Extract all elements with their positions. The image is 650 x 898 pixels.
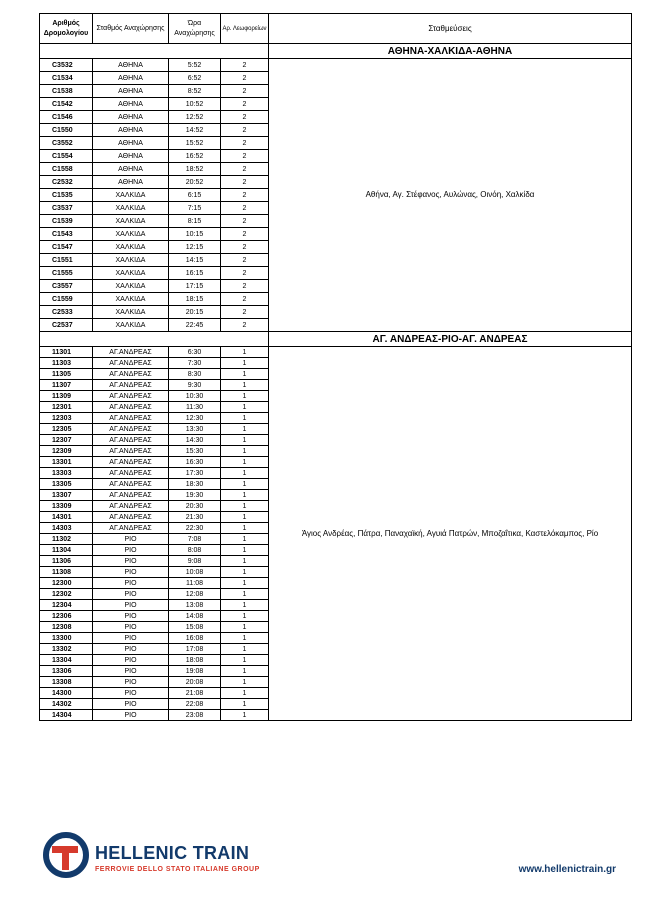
- route-number: 12300: [40, 578, 93, 589]
- route-number: 13302: [40, 644, 93, 655]
- route-number: 12305: [40, 424, 93, 435]
- route-number: 13308: [40, 677, 93, 688]
- website-link[interactable]: www.hellenictrain.gr: [518, 864, 616, 875]
- departure-station: ΑΘΗΝΑ: [93, 72, 169, 85]
- departure-time: 22:08: [169, 699, 221, 710]
- header-stops: Σταθμεύσεις: [269, 14, 632, 44]
- departure-time: 15:52: [169, 137, 221, 150]
- bus-count: 1: [221, 347, 269, 358]
- bus-count: 2: [221, 137, 269, 150]
- route-number: 13304: [40, 655, 93, 666]
- route-number: C1539: [40, 215, 93, 228]
- departure-station: ΡΙΟ: [93, 710, 169, 721]
- departure-time: 14:08: [169, 611, 221, 622]
- departure-time: 8:30: [169, 369, 221, 380]
- departure-time: 18:08: [169, 655, 221, 666]
- route-number: C1534: [40, 72, 93, 85]
- bus-count: 1: [221, 644, 269, 655]
- departure-station: ΑΘΗΝΑ: [93, 85, 169, 98]
- bus-count: 1: [221, 578, 269, 589]
- departure-time: 10:52: [169, 98, 221, 111]
- bus-count: 2: [221, 59, 269, 72]
- departure-time: 13:08: [169, 600, 221, 611]
- route-number: 12304: [40, 600, 93, 611]
- departure-station: ΑΓ.ΑΝΔΡΕΑΣ: [93, 424, 169, 435]
- route-number: 11304: [40, 545, 93, 556]
- bus-count: 1: [221, 358, 269, 369]
- bus-count: 2: [221, 85, 269, 98]
- route-number: 12303: [40, 413, 93, 424]
- departure-time: 20:15: [169, 306, 221, 319]
- departure-station: ΑΓ.ΑΝΔΡΕΑΣ: [93, 468, 169, 479]
- departure-station: ΑΘΗΝΑ: [93, 111, 169, 124]
- departure-time: 17:08: [169, 644, 221, 655]
- departure-time: 18:52: [169, 163, 221, 176]
- bus-count: 1: [221, 512, 269, 523]
- logo-text: HELLENIC TRAIN: [95, 843, 250, 863]
- departure-station: ΑΓ.ΑΝΔΡΕΑΣ: [93, 435, 169, 446]
- route-number: 12307: [40, 435, 93, 446]
- route-number: 13303: [40, 468, 93, 479]
- route-number: C1538: [40, 85, 93, 98]
- route-number: 14304: [40, 710, 93, 721]
- section-title: ΑΓ. ΑΝΔΡΕΑΣ-ΡΙΟ-ΑΓ. ΑΝΔΡΕΑΣ: [269, 332, 632, 347]
- departure-station: ΑΘΗΝΑ: [93, 176, 169, 189]
- departure-time: 20:08: [169, 677, 221, 688]
- bus-count: 1: [221, 391, 269, 402]
- departure-time: 8:52: [169, 85, 221, 98]
- departure-time: 15:30: [169, 446, 221, 457]
- bus-count: 2: [221, 176, 269, 189]
- route-number: 12308: [40, 622, 93, 633]
- departure-station: ΡΙΟ: [93, 611, 169, 622]
- bus-count: 2: [221, 267, 269, 280]
- route-number: 14302: [40, 699, 93, 710]
- bus-count: 1: [221, 622, 269, 633]
- stops-cell: Άγιος Ανδρέας, Πάτρα, Παναχαϊκή, Αγυιά Πατρών, Μποζαΐτικα, Καστελόκαμπος, Ρίο: [269, 347, 632, 721]
- departure-station: ΧΑΛΚΙΔΑ: [93, 319, 169, 332]
- route-number: 14301: [40, 512, 93, 523]
- departure-station: ΧΑΛΚΙΔΑ: [93, 241, 169, 254]
- departure-station: ΑΘΗΝΑ: [93, 163, 169, 176]
- departure-station: ΧΑΛΚΙΔΑ: [93, 215, 169, 228]
- header-dep-station: Σταθμός Αναχώρησης: [93, 14, 169, 44]
- bus-count: 1: [221, 611, 269, 622]
- departure-station: ΡΙΟ: [93, 600, 169, 611]
- route-number: 11306: [40, 556, 93, 567]
- departure-time: 7:15: [169, 202, 221, 215]
- departure-station: ΑΓ.ΑΝΔΡΕΑΣ: [93, 512, 169, 523]
- bus-count: 1: [221, 688, 269, 699]
- departure-time: 17:15: [169, 280, 221, 293]
- bus-count: 1: [221, 424, 269, 435]
- route-number: 11307: [40, 380, 93, 391]
- route-number: 12301: [40, 402, 93, 413]
- bus-count: 1: [221, 567, 269, 578]
- section-spacer: [40, 44, 269, 59]
- departure-time: 18:30: [169, 479, 221, 490]
- departure-station: ΡΙΟ: [93, 622, 169, 633]
- departure-station: ΑΘΗΝΑ: [93, 98, 169, 111]
- header-row: [40, 14, 632, 44]
- departure-station: ΡΙΟ: [93, 567, 169, 578]
- route-number: 13306: [40, 666, 93, 677]
- departure-station: ΡΙΟ: [93, 556, 169, 567]
- route-number: 12306: [40, 611, 93, 622]
- bus-count: 1: [221, 468, 269, 479]
- bus-count: 2: [221, 228, 269, 241]
- bus-count: 1: [221, 600, 269, 611]
- departure-station: ΡΙΟ: [93, 545, 169, 556]
- bus-count: 2: [221, 254, 269, 267]
- bus-count: 1: [221, 589, 269, 600]
- departure-time: 22:30: [169, 523, 221, 534]
- departure-station: ΡΙΟ: [93, 534, 169, 545]
- route-number: C2532: [40, 176, 93, 189]
- departure-time: 11:08: [169, 578, 221, 589]
- departure-station: ΑΓ.ΑΝΔΡΕΑΣ: [93, 391, 169, 402]
- bus-count: 2: [221, 189, 269, 202]
- departure-time: 20:30: [169, 501, 221, 512]
- bus-count: 1: [221, 380, 269, 391]
- bus-count: 2: [221, 163, 269, 176]
- header-buses: Αρ. Λεωφορείων: [221, 14, 269, 44]
- schedule-table: [39, 13, 632, 721]
- bus-count: 1: [221, 402, 269, 413]
- route-number: 11303: [40, 358, 93, 369]
- bus-count: 1: [221, 479, 269, 490]
- departure-station: ΑΘΗΝΑ: [93, 124, 169, 137]
- route-number: C1543: [40, 228, 93, 241]
- bus-count: 2: [221, 319, 269, 332]
- bus-count: 2: [221, 241, 269, 254]
- departure-time: 13:30: [169, 424, 221, 435]
- route-number: C1551: [40, 254, 93, 267]
- section-spacer: [40, 332, 269, 347]
- bus-count: 2: [221, 215, 269, 228]
- departure-time: 12:15: [169, 241, 221, 254]
- departure-station: ΡΙΟ: [93, 633, 169, 644]
- bus-count: 1: [221, 490, 269, 501]
- departure-time: 10:08: [169, 567, 221, 578]
- route-number: C3552: [40, 137, 93, 150]
- departure-time: 14:30: [169, 435, 221, 446]
- departure-time: 5:52: [169, 59, 221, 72]
- route-number: 13301: [40, 457, 93, 468]
- logo-subtitle: FERROVIE DELLO STATO ITALIANE GROUP: [95, 866, 260, 873]
- departure-time: 16:15: [169, 267, 221, 280]
- departure-time: 6:52: [169, 72, 221, 85]
- bus-count: 2: [221, 98, 269, 111]
- departure-station: ΡΙΟ: [93, 644, 169, 655]
- route-number: 11301: [40, 347, 93, 358]
- departure-station: ΡΙΟ: [93, 578, 169, 589]
- route-number: 12309: [40, 446, 93, 457]
- section-header-row: [40, 44, 632, 59]
- departure-time: 22:45: [169, 319, 221, 332]
- departure-station: ΡΙΟ: [93, 666, 169, 677]
- bus-count: 1: [221, 633, 269, 644]
- departure-station: ΧΑΛΚΙΔΑ: [93, 293, 169, 306]
- departure-station: ΑΓ.ΑΝΔΡΕΑΣ: [93, 413, 169, 424]
- route-number: 14303: [40, 523, 93, 534]
- route-number: 13307: [40, 490, 93, 501]
- departure-station: ΡΙΟ: [93, 655, 169, 666]
- route-number: C2533: [40, 306, 93, 319]
- departure-time: 7:30: [169, 358, 221, 369]
- departure-time: 14:15: [169, 254, 221, 267]
- route-number: C3537: [40, 202, 93, 215]
- departure-station: ΑΘΗΝΑ: [93, 137, 169, 150]
- bus-count: 1: [221, 501, 269, 512]
- departure-station: ΑΓ.ΑΝΔΡΕΑΣ: [93, 358, 169, 369]
- route-number: 11302: [40, 534, 93, 545]
- bus-count: 1: [221, 545, 269, 556]
- section-title: ΑΘΗΝΑ-ΧΑΛΚΙΔΑ-ΑΘΗΝΑ: [269, 44, 632, 59]
- departure-station: ΑΓ.ΑΝΔΡΕΑΣ: [93, 446, 169, 457]
- departure-time: 6:15: [169, 189, 221, 202]
- departure-time: 21:30: [169, 512, 221, 523]
- section-header-row: [40, 332, 632, 347]
- departure-station: ΑΓ.ΑΝΔΡΕΑΣ: [93, 501, 169, 512]
- route-number: 14300: [40, 688, 93, 699]
- bus-count: 1: [221, 413, 269, 424]
- departure-time: 15:08: [169, 622, 221, 633]
- departure-time: 10:30: [169, 391, 221, 402]
- departure-time: 16:08: [169, 633, 221, 644]
- departure-time: 16:52: [169, 150, 221, 163]
- departure-time: 19:30: [169, 490, 221, 501]
- departure-time: 17:30: [169, 468, 221, 479]
- departure-station: ΑΓ.ΑΝΔΡΕΑΣ: [93, 369, 169, 380]
- departure-station: ΡΙΟ: [93, 699, 169, 710]
- departure-station: ΑΘΗΝΑ: [93, 59, 169, 72]
- route-number: C3557: [40, 280, 93, 293]
- bus-count: 2: [221, 280, 269, 293]
- bus-count: 1: [221, 710, 269, 721]
- departure-station: ΧΑΛΚΙΔΑ: [93, 228, 169, 241]
- table-row: [40, 59, 632, 72]
- route-number: 11308: [40, 567, 93, 578]
- bus-count: 1: [221, 699, 269, 710]
- bus-count: 2: [221, 202, 269, 215]
- route-number: C1550: [40, 124, 93, 137]
- bus-count: 1: [221, 655, 269, 666]
- departure-time: 14:52: [169, 124, 221, 137]
- departure-time: 23:08: [169, 710, 221, 721]
- departure-time: 12:30: [169, 413, 221, 424]
- departure-station: ΡΙΟ: [93, 677, 169, 688]
- departure-station: ΑΘΗΝΑ: [93, 150, 169, 163]
- departure-station: ΧΑΛΚΙΔΑ: [93, 254, 169, 267]
- bus-count: 2: [221, 293, 269, 306]
- bus-count: 2: [221, 150, 269, 163]
- departure-station: ΑΓ.ΑΝΔΡΕΑΣ: [93, 380, 169, 391]
- route-number: C1558: [40, 163, 93, 176]
- route-number: C1535: [40, 189, 93, 202]
- bus-count: 2: [221, 124, 269, 137]
- route-number: C1542: [40, 98, 93, 111]
- route-number: 13300: [40, 633, 93, 644]
- departure-time: 12:08: [169, 589, 221, 600]
- bus-count: 2: [221, 111, 269, 124]
- bus-count: 1: [221, 523, 269, 534]
- departure-time: 19:08: [169, 666, 221, 677]
- departure-time: 8:15: [169, 215, 221, 228]
- route-number: 13305: [40, 479, 93, 490]
- departure-station: ΡΙΟ: [93, 688, 169, 699]
- route-number: 13309: [40, 501, 93, 512]
- route-number: C1546: [40, 111, 93, 124]
- departure-station: ΡΙΟ: [93, 589, 169, 600]
- bus-count: 1: [221, 534, 269, 545]
- bus-count: 1: [221, 677, 269, 688]
- departure-time: 9:30: [169, 380, 221, 391]
- route-number: C2537: [40, 319, 93, 332]
- bus-count: 1: [221, 556, 269, 567]
- route-number: C1547: [40, 241, 93, 254]
- bus-count: 1: [221, 457, 269, 468]
- route-number: 12302: [40, 589, 93, 600]
- route-number: C1554: [40, 150, 93, 163]
- departure-station: ΧΑΛΚΙΔΑ: [93, 306, 169, 319]
- departure-time: 8:08: [169, 545, 221, 556]
- departure-time: 20:52: [169, 176, 221, 189]
- bus-count: 2: [221, 72, 269, 85]
- table-row: [40, 347, 632, 358]
- route-number: C1559: [40, 293, 93, 306]
- bus-count: 2: [221, 306, 269, 319]
- departure-time: 21:08: [169, 688, 221, 699]
- departure-station: ΧΑΛΚΙΔΑ: [93, 189, 169, 202]
- departure-time: 9:08: [169, 556, 221, 567]
- header-dep-time: Ώρα Αναχώρησης: [169, 14, 221, 44]
- departure-time: 7:08: [169, 534, 221, 545]
- departure-station: ΧΑΛΚΙΔΑ: [93, 202, 169, 215]
- departure-station: ΑΓ.ΑΝΔΡΕΑΣ: [93, 479, 169, 490]
- departure-station: ΑΓ.ΑΝΔΡΕΑΣ: [93, 347, 169, 358]
- departure-time: 10:15: [169, 228, 221, 241]
- bus-count: 1: [221, 435, 269, 446]
- departure-station: ΧΑΛΚΙΔΑ: [93, 267, 169, 280]
- departure-time: 6:30: [169, 347, 221, 358]
- stops-cell: Αθήνα, Αγ. Στέφανος, Αυλώνας, Οινόη, Χαλκίδα: [269, 59, 632, 332]
- bus-count: 1: [221, 666, 269, 677]
- departure-time: 16:30: [169, 457, 221, 468]
- departure-time: 11:30: [169, 402, 221, 413]
- bus-count: 1: [221, 369, 269, 380]
- departure-station: ΧΑΛΚΙΔΑ: [93, 280, 169, 293]
- departure-station: ΑΓ.ΑΝΔΡΕΑΣ: [93, 490, 169, 501]
- departure-time: 18:15: [169, 293, 221, 306]
- departure-station: ΑΓ.ΑΝΔΡΕΑΣ: [93, 523, 169, 534]
- route-number: C1555: [40, 267, 93, 280]
- schedule-body: [40, 44, 632, 721]
- route-number: 11305: [40, 369, 93, 380]
- route-number: C3532: [40, 59, 93, 72]
- departure-time: 12:52: [169, 111, 221, 124]
- departure-station: ΑΓ.ΑΝΔΡΕΑΣ: [93, 457, 169, 468]
- route-number: 11309: [40, 391, 93, 402]
- departure-station: ΑΓ.ΑΝΔΡΕΑΣ: [93, 402, 169, 413]
- header-route-no: Αριθμός Δρομολογίου: [40, 14, 93, 44]
- bus-count: 1: [221, 446, 269, 457]
